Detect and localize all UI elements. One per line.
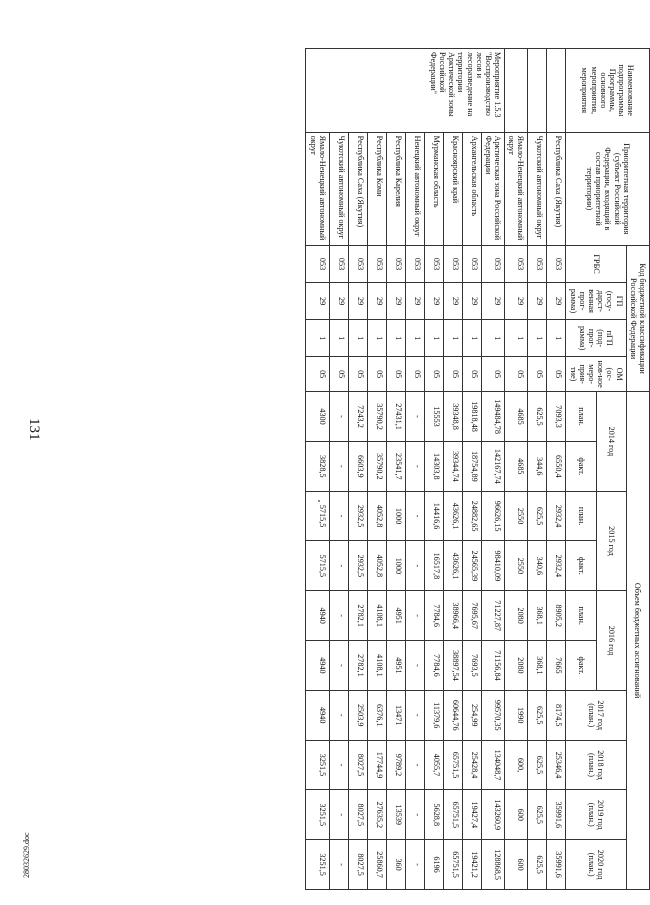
cell-value: 65751,5	[443, 740, 462, 790]
cell-gp: 29	[443, 283, 462, 320]
cell-om: 05	[528, 357, 547, 392]
cell-gp: 29	[348, 283, 367, 320]
table-row	[443, 49, 462, 890]
cell-value: 8027,5	[348, 740, 367, 790]
cell-value: 360	[386, 840, 405, 890]
cell-value: 96626,15	[481, 491, 504, 541]
cell-name	[528, 49, 547, 133]
header-grbs: ГРБС	[566, 246, 626, 283]
header-2017: 2017 год (план.)	[566, 690, 626, 740]
cell-value: 7665	[547, 641, 566, 691]
cell-value: 1990	[505, 690, 528, 740]
cell-value: 71156,84	[481, 641, 504, 691]
cell-territory: Республика Коми	[367, 132, 386, 245]
cell-value: 99570,35	[481, 690, 504, 740]
cell-om: 05	[505, 357, 528, 392]
cell-pgp: 1	[505, 320, 528, 357]
cell-value: 43626,1	[443, 541, 462, 591]
cell-value: 8905,2	[547, 591, 566, 641]
cell-gp: 29	[367, 283, 386, 320]
cell-name: Мероприятие 1.5.3 "Воспроизводство лесов и лесоразведение на территории Арктической зоны Российской Федерации"	[306, 49, 505, 133]
cell-pgp: 1	[348, 320, 367, 357]
cell-gp: 29	[547, 283, 566, 320]
cell-gp: 29	[405, 283, 424, 320]
cell-om: 05	[386, 357, 405, 392]
cell-value: 4108,1	[367, 641, 386, 691]
cell-value: -	[405, 541, 424, 591]
cell-value: 27635,2	[367, 790, 386, 840]
cell-value: -	[405, 641, 424, 691]
cell-value: 2932,4	[547, 491, 566, 541]
header-2015-plan: план.	[566, 491, 596, 541]
table-row	[348, 49, 367, 890]
cell-value: 7695,67	[462, 591, 481, 641]
cell-value: 625,5	[528, 740, 547, 790]
table-body	[306, 49, 566, 890]
cell-value: 8174,5	[547, 690, 566, 740]
cell-value: -	[405, 491, 424, 541]
cell-value: 128868,5	[481, 840, 504, 890]
cell-value: 2080	[505, 641, 528, 691]
cell-value: -	[405, 392, 424, 442]
cell-value: 4940	[306, 591, 329, 641]
cell-territory: Республика Саха (Якутия)	[348, 132, 367, 245]
cell-value: 6550,4	[547, 441, 566, 491]
cell-value: 134048,7	[481, 740, 504, 790]
cell-value: 8027,5	[348, 790, 367, 840]
cell-om: 05	[306, 357, 329, 392]
cell-territory: Чукотский автономный округ	[329, 132, 348, 245]
cell-value: 5628,8	[424, 790, 443, 840]
cell-grbs: 053	[528, 246, 547, 283]
table-row	[306, 49, 329, 890]
cell-value: 25346,4	[547, 740, 566, 790]
cell-value: 625,5	[528, 790, 547, 840]
cell-value: 4685	[505, 441, 528, 491]
cell-value: -	[329, 740, 348, 790]
cell-territory: Мурманская область	[424, 132, 443, 245]
header-om: ОМ (ос-нов-ное меро-прия-тие)	[566, 357, 626, 392]
cell-grbs: 053	[443, 246, 462, 283]
cell-value: 16517,8	[424, 541, 443, 591]
cell-value: 2080	[505, 591, 528, 641]
cell-value: 39344,74	[443, 441, 462, 491]
cell-om: 05	[547, 357, 566, 392]
header-2016-fact: факт.	[566, 641, 596, 691]
cell-value: 143260,9	[481, 790, 504, 840]
cell-value: 35790,2	[367, 392, 386, 442]
cell-value: 60644,76	[443, 690, 462, 740]
cell-value: 7093,3	[547, 392, 566, 442]
footer-filename: 28032629.doc	[22, 832, 31, 878]
cell-gp: 29	[386, 283, 405, 320]
cell-value: 35991,6	[547, 790, 566, 840]
cell-value: -	[329, 491, 348, 541]
cell-pgp: 1	[386, 320, 405, 357]
cell-value: 38897,54	[443, 641, 462, 691]
cell-name	[547, 49, 566, 133]
cell-value: 625,5	[528, 690, 547, 740]
cell-value: 4685	[505, 392, 528, 442]
cell-value: 2550	[505, 541, 528, 591]
cell-gp: 29	[505, 283, 528, 320]
cell-value: 340,6	[528, 541, 547, 591]
cell-pgp: 1	[367, 320, 386, 357]
cell-name	[505, 49, 528, 133]
header-2014-plan: план.	[566, 392, 596, 442]
cell-value: 625,5	[528, 392, 547, 442]
table-row	[528, 49, 547, 890]
header-2014: 2014 год	[596, 392, 626, 492]
cell-value: 2503,9	[348, 690, 367, 740]
cell-value: 3251,5	[306, 840, 329, 890]
cell-grbs: 053	[329, 246, 348, 283]
cell-pgp: 1	[306, 320, 329, 357]
cell-om: 05	[481, 357, 504, 392]
cell-value: 35790,2	[367, 441, 386, 491]
cell-pgp: 1	[329, 320, 348, 357]
cell-value: 4951	[386, 591, 405, 641]
cell-value: 65751,5	[443, 840, 462, 890]
cell-value: 3251,5	[306, 740, 329, 790]
cell-value: 4108,1	[367, 591, 386, 641]
page-number: 131	[26, 418, 42, 441]
cell-value: -	[405, 591, 424, 641]
cell-value: 600	[505, 840, 528, 890]
cell-value: 142167,74	[481, 441, 504, 491]
cell-value: 4052,8	[367, 541, 386, 591]
cell-territory: Ямало-Ненецкий автономный округ	[505, 132, 528, 245]
cell-territory: Ямало-Ненецкий автономный округ	[306, 132, 329, 245]
cell-value: 24882,65	[462, 491, 481, 541]
cell-value: 625,5	[528, 840, 547, 890]
cell-om: 05	[405, 357, 424, 392]
cell-value: 27431,1	[386, 392, 405, 442]
cell-value: 7784,6	[424, 641, 443, 691]
cell-value: 1000	[386, 491, 405, 541]
table-row	[386, 49, 405, 890]
cell-value: 11379,6	[424, 690, 443, 740]
cell-value: 6196	[424, 840, 443, 890]
cell-territory: Ненецкий автономный округ	[405, 132, 424, 245]
cell-value: 2782,1	[348, 641, 367, 691]
cell-value: 19421,2	[462, 840, 481, 890]
cell-gp: 29	[329, 283, 348, 320]
cell-grbs: 053	[405, 246, 424, 283]
table-row	[462, 49, 481, 890]
cell-value: -	[329, 690, 348, 740]
header-2019: 2019 год (план.)	[566, 790, 626, 840]
cell-value: 6603,9	[348, 441, 367, 491]
cell-value: 7784,6	[424, 591, 443, 641]
cell-value: 4951	[386, 641, 405, 691]
cell-value: 65751,5	[443, 790, 462, 840]
cell-value: 600,	[505, 740, 528, 790]
cell-value: 3828,5	[306, 441, 329, 491]
header-territory: Приоритетная территория (субъект Российской Федерации, входящий в состав приоритетной территории)	[566, 132, 650, 245]
cell-territory: Красноярский край	[443, 132, 462, 245]
cell-grbs: 053	[462, 246, 481, 283]
cell-value: -	[405, 790, 424, 840]
header-2016-plan: план.	[566, 591, 596, 641]
cell-value: 71227,87	[481, 591, 504, 641]
cell-value: 2782,1	[348, 591, 367, 641]
cell-value: 19818,48	[462, 392, 481, 442]
cell-grbs: 053	[547, 246, 566, 283]
header-2014-fact: факт.	[566, 441, 596, 491]
cell-om: 05	[367, 357, 386, 392]
cell-value: 4055,7	[424, 740, 443, 790]
cell-pgp: 1	[405, 320, 424, 357]
table-row	[405, 49, 424, 890]
cell-value: -	[405, 690, 424, 740]
cell-value: 5715,5	[306, 541, 329, 591]
table-row	[424, 49, 443, 890]
cell-pgp: 1	[443, 320, 462, 357]
cell-territory: Республика Карелия	[386, 132, 405, 245]
cell-value: -	[329, 541, 348, 591]
cell-pgp: 1	[424, 320, 443, 357]
cell-value: -	[329, 392, 348, 442]
cell-value: 25428,4	[462, 740, 481, 790]
cell-om: 05	[462, 357, 481, 392]
table-row	[505, 49, 528, 890]
cell-value: 19427,4	[462, 790, 481, 840]
table-row	[367, 49, 386, 890]
cell-gp: 29	[481, 283, 504, 320]
cell-gp: 29	[462, 283, 481, 320]
table-row	[547, 49, 566, 890]
cell-value: 13471	[386, 690, 405, 740]
cell-value: 2932,5	[348, 541, 367, 591]
cell-value: -	[329, 591, 348, 641]
cell-value: 149484,78	[481, 392, 504, 442]
header-name: Наименование подпрограммы Программы, основного мероприятия, мероприятия	[566, 49, 650, 133]
header-2016: 2016 год	[596, 591, 626, 691]
cell-value: 9789,2	[386, 740, 405, 790]
cell-value: -	[405, 441, 424, 491]
cell-pgp: 1	[481, 320, 504, 357]
cell-value: 3251,5	[306, 790, 329, 840]
header-2018: 2018 год (план.)	[566, 740, 626, 790]
cell-om: 05	[443, 357, 462, 392]
cell-value: 23541,7	[386, 441, 405, 491]
cell-value: 2932,5	[348, 491, 367, 541]
cell-value: 25860,7	[367, 840, 386, 890]
header-code-group: Код бюджетной классификации Российской Федерации	[626, 246, 649, 392]
cell-value: 4052,8	[367, 491, 386, 541]
cell-territory: Архангельская область	[462, 132, 481, 245]
header-2015-fact: факт.	[566, 541, 596, 591]
cell-value: -	[329, 840, 348, 890]
cell-value: -	[329, 790, 348, 840]
cell-value: 17744,9	[367, 740, 386, 790]
cell-value: 368,1	[528, 591, 547, 641]
cell-grbs: 053	[367, 246, 386, 283]
cell-om: 05	[424, 357, 443, 392]
cell-value: -	[329, 441, 348, 491]
cell-territory: Республика Саха (Якутия)	[547, 132, 566, 245]
header-pgp: пГП (под-прог-рамма)	[566, 320, 626, 357]
cell-value: 14303,8	[424, 441, 443, 491]
cell-value: 5715,5	[306, 491, 329, 541]
cell-value: 4300	[306, 392, 329, 442]
cell-pgp: 1	[528, 320, 547, 357]
cell-value: -	[329, 641, 348, 691]
cell-grbs: 053	[386, 246, 405, 283]
cell-value: 344,6	[528, 441, 547, 491]
cell-value: 254,99	[462, 690, 481, 740]
cell-value: 7243,2	[348, 392, 367, 442]
cell-value: 98410,09	[481, 541, 504, 591]
cell-om: 05	[348, 357, 367, 392]
cell-gp: 29	[306, 283, 329, 320]
cell-value: 7693,5	[462, 641, 481, 691]
cell-value: 18754,89	[462, 441, 481, 491]
cell-territory: Арктическая зона Российской Федерации	[481, 132, 504, 245]
header-2020: 2020 год (план.)	[566, 840, 626, 890]
cell-territory: Чукотский автономный округ	[528, 132, 547, 245]
cell-value: 2550	[505, 491, 528, 541]
cell-grbs: 053	[481, 246, 504, 283]
cell-value: -	[405, 840, 424, 890]
budget-table	[305, 48, 650, 890]
cell-value: 4940	[306, 690, 329, 740]
header-gp: ГП (госу-дарст-венная прог-рамма)	[566, 283, 626, 320]
table-row	[481, 49, 504, 890]
header-volume-group: Объем бюджетных ассигнований	[626, 392, 649, 890]
header-2015: 2015 год	[596, 491, 626, 591]
cell-pgp: 1	[547, 320, 566, 357]
cell-value: -	[405, 740, 424, 790]
cell-value: 39348,8	[443, 392, 462, 442]
cell-value: 24565,39	[462, 541, 481, 591]
cell-value: 368,1	[528, 641, 547, 691]
cell-om: 05	[329, 357, 348, 392]
cell-value: 38966,4	[443, 591, 462, 641]
cell-value: 15553	[424, 392, 443, 442]
cell-value: 625,5	[528, 491, 547, 541]
cell-value: 2932,4	[547, 541, 566, 591]
cell-value: 4940	[306, 641, 329, 691]
cell-value: 8027,5	[348, 840, 367, 890]
cell-value: 35991,6	[547, 840, 566, 890]
cell-value: 6376,1	[367, 690, 386, 740]
cell-grbs: 053	[306, 246, 329, 283]
cell-value: 13539	[386, 790, 405, 840]
cell-value: 43626,1	[443, 491, 462, 541]
cell-value: 14416,6	[424, 491, 443, 541]
budget-table-container	[90, 48, 650, 890]
table-row	[329, 49, 348, 890]
cell-pgp: 1	[462, 320, 481, 357]
cell-value: 600	[505, 790, 528, 840]
cell-grbs: 053	[424, 246, 443, 283]
cell-grbs: 053	[505, 246, 528, 283]
cell-gp: 29	[424, 283, 443, 320]
cell-grbs: 053	[348, 246, 367, 283]
cell-gp: 29	[528, 283, 547, 320]
cell-value: 1000	[386, 541, 405, 591]
